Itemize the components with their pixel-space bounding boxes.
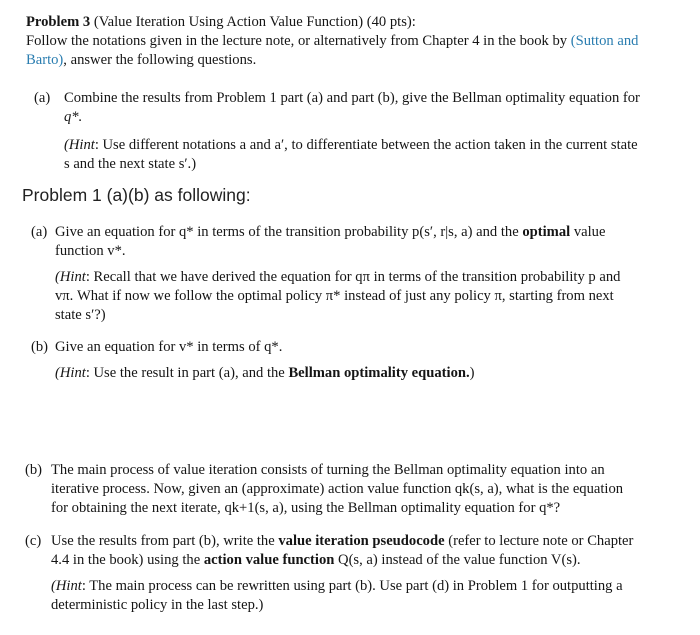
part-c-label: (c) [25,533,42,549]
part-b-line3: for obtaining the next iterate, qk+1(s, a), using the Bellman optimality equation for q*? [51,500,561,516]
problem3-title-rest: (Value Iteration Using Action Value Function) (40 pts): [90,14,416,30]
p1a-line1-text: Give an equation for q* in terms of the transition probability p(s′, r|s, a) and the [55,224,523,240]
p1b-line1: Give an equation for v* in terms of q*. [55,339,283,355]
p1a-hint-line1 [55,268,695,287]
p1a-hint-line2: vπ. What if now we follow the optimal policy π* instead of just any policy π, starting from next [55,288,614,304]
problem3-intro [26,13,686,70]
p1a-line1 [55,223,695,242]
p1b-hint [55,364,695,383]
hint-label: (Hint [64,137,95,153]
hint-text: : The main process can be rewritten using part (b). Use part (d) in Problem 1 for outputting a [81,578,623,594]
intro-text-end: , answer the following questions. [63,52,257,68]
hint-text: : Recall that we have derived the equation for qπ in terms of the transition probability p and [85,269,621,285]
action-value-bold: action value function [203,552,335,568]
hint-label: (Hint [55,365,86,381]
part-b-label: (b) [25,462,43,478]
p1a-optimal: optimal [522,224,571,240]
p1b-label: (b) [31,339,49,355]
intro-text: Follow the notations given in the lecture note, or alternatively from Chapter 4 in the book by [26,33,571,49]
part-b-line1: The main process of value iteration consists of turning the Bellman optimality equation into an [51,462,605,478]
sutton-barto-link[interactable]: (Sutton and [570,33,639,49]
part-a-hint-line2: s and the next state s′.) [64,156,197,172]
part-a-hint-line1 [64,136,700,155]
part-c-line2-text: 4.4 in the book) using the [51,552,204,568]
hint-close: ) [469,365,475,381]
p1a-hint-line3: state s′?) [55,307,106,323]
hint-text: : Use the result in part (a), and the [85,365,289,381]
hint-bold: Bellman optimality equation. [288,365,470,381]
part-c-hint-line1 [51,577,696,596]
p1a-line2: function v*. [55,243,126,259]
problem3-title: Problem 3 [26,14,91,30]
pseudocode-bold: value iteration pseudocode [278,533,445,549]
part-b-line2: iterative process. Now, given an (approximate) action value function qk(s, a), what is the equation [51,481,624,497]
problem1-heading: Problem 1 (a)(b) as following: [22,185,251,205]
hint-text: : Use different notations a and a′, to differentiate between the action taken in the current state [94,137,638,153]
part-c-line1 [51,532,696,551]
p1a-line1-end: value [570,224,606,240]
hint-label: (Hint [55,269,86,285]
part-c-line1-text: Use the results from part (b), write the [51,533,279,549]
part-a-line2: q*. [64,109,83,125]
problem3-title-line [26,13,686,32]
sutton-barto-link-cont[interactable]: Barto) [26,52,64,68]
part-a-line1: Combine the results from Problem 1 part (a) and part (b), give the Bellman optimality equation for [64,90,640,106]
part-c-line2-end: Q(s, a) instead of the value function V(s). [334,552,581,568]
problem3-intro-line1 [26,32,686,51]
hint-label: (Hint [51,578,82,594]
p1a-label: (a) [31,224,48,240]
part-a-label: (a) [34,90,51,106]
problem3-intro-line2 [26,51,686,70]
part-c-line2 [51,551,696,570]
part-c-line1-end: (refer to lecture note or Chapter [444,533,634,549]
part-c-hint-line2: deterministic policy in the last step.) [51,597,264,613]
